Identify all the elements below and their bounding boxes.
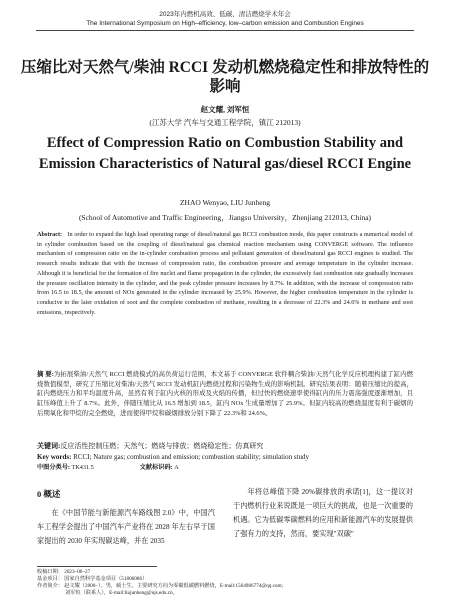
section-heading: 0 概述 [37, 489, 61, 499]
body-left-column: 在《中国节能与新能源汽车路线图 2.0》中，中国汽车工程学会提出了中国汽车产业将在 2028 年左右早于国家提出的 2030 年实现碳达峰，并在 2035 [37, 509, 215, 545]
footnote-rule [37, 566, 157, 567]
abstract-en-text: In order to expand the high load operating range of diesel/natural gas RCCI combustion mode, this paper constructs a numerical model of in cylinder combustion based on the coupling of diesel/natural gas chemical reaction mechanism using CONVERGE software. The influence mechanism of compression ratio on the in-cylinder combustion process and pollutant generation of diesel/natural gas RCCI engines is studied. The research results indicate that with the increase of compression ratio, the combustion pressure and average temperature in the cylinder increase. Although it is beneficial for the formation of fire nuclei and flame propagation in the cylinder, the excessively fast combustion rate gradually increases the pressure oscillation intensity in the cylinder, and the peak cylinder pressure increases by 8.7%. In addition, with the increase of compression ratio from 16.5 to 18.5, the amount of NOx generated in the cylinder increased by 25.9%. However, the higher combustion temperature in the cylinder is conducive to the later oxidation of soot and the complete combustion of methane, resulting in a decrease of 22.3% and 24.6% in methane and soot emissions, respectively. [37, 231, 413, 316]
keywords-en [37, 453, 413, 462]
title-zh: 压缩比对天然气/柴油 RCCI 发动机燃烧稳定性和排放特性的影响 [20, 59, 430, 95]
keywords-zh-text: 反应活性控制压燃；天然气；燃烧与排放；燃烧稳定性；仿真研究 [60, 442, 264, 450]
keywords-zh-label: 关键词: [37, 442, 61, 450]
clc-value: TK431.5 [71, 464, 94, 471]
footnote-fund: 基金项目： 国家自然科学基金项目（51806086） [37, 576, 148, 582]
classification-line [37, 464, 413, 472]
abstract-en [37, 230, 413, 317]
abstract-zh-text: 为拓展柴油/天然气 RCCI 燃烧模式的高负荷运行范围，本文基于 CONVERGE 软件耦合柴油/天然气化学反应机理构建了缸内燃烧数值模型，研究了压缩比对柴油/天然气 RCCI 发动机缸内燃烧过程和污染物生成的影响机制。研究结果表明：随着压缩比的提高，缸内燃烧压力和平均温度升高，虽然有利于缸内火核的形成及火焰的传播，但过快的燃烧速率使得缸内的压力震荡强度逐渐增加，且缸压峰值上升了 8.7%。此外，伴随压缩比从 16.5 增加到 18.5，缸内 NOx 生成量增加了 25.9%。但缸内较高的燃烧温度有利于碳烟的后期氧化和甲烷的完全燃烧，进而使得甲烷和碳烟排放分别下降了 22.3%和 24.6%。 [37, 371, 413, 417]
footnote-author-bio: 作者简介： 赵文耀（2000–），男，硕士生，主要研究方向为零碳低碳燃料燃烧，E-mail:1564986774@qq.com; [37, 583, 283, 589]
affiliation-zh: (江苏大学 汽车与交通工程学院，镇江 212013) [149, 118, 301, 127]
abstract-en-label: Abstract: [37, 231, 63, 238]
clc-label: 中图分类号: [37, 464, 70, 471]
conference-name-en: The International Symposium on High–efficiency, low–carbon emission and Combustion Engines [86, 20, 364, 27]
abstract-zh-label: 摘 要: [37, 371, 54, 378]
keywords-zh [37, 442, 413, 451]
body-right-column: 年将总峰值下降 20%碳排放的承诺[1]，这一提议对于内燃机行业来说既是一项巨大的挑战，也是一次重要的机遇。它为低碳零碳燃料的应用和新能源汽车的发展提供了强有力的支持，然而，要实现"双碳" [233, 488, 413, 538]
header-rule [36, 30, 414, 31]
keywords-en-label: Key words: [37, 453, 72, 461]
authors-en: ZHAO Wenyao, LIU Junheng [179, 198, 271, 207]
conference-name-zh: 2023年内燃机高效、低碳、清洁燃烧学术年会 [159, 11, 291, 18]
doc-code-value: A [174, 464, 179, 471]
authors-zh: 赵文耀, 刘军恒 [200, 105, 250, 114]
keywords-en-text: RCCI; Nature gas; combustion and emission; combustion stability; simulation study [73, 453, 310, 461]
abstract-zh [37, 370, 413, 419]
doc-code-label: 文献标识码: [139, 464, 173, 471]
affiliation-en: (School of Automotive and Traffic Engineering，Jiangsu University，Zhenjiang 212013, China) [78, 213, 372, 222]
title-en: Effect of Compression Ratio on Combustion Stability and Emission Characteristics of Natural gas/diesel RCCI Engine [38, 135, 412, 172]
footnote-contact: 刘军恒（联系人），E-mail:liujunheng@ujs.edu.cn。 [65, 590, 178, 596]
footnote-received: 收稿日期： 2023–06–27 [37, 569, 91, 575]
